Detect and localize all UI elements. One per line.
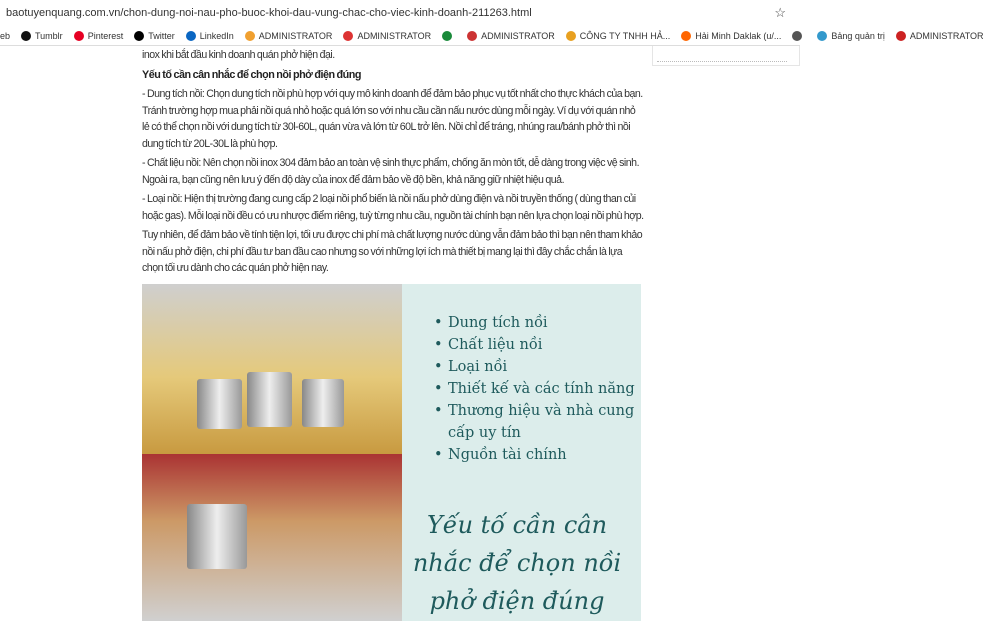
address-bar[interactable] <box>0 0 800 26</box>
bookmark-item[interactable] <box>343 31 431 41</box>
bookmark-label: ADMINISTRATOR <box>357 30 432 41</box>
bookmark-favicon-icon <box>186 31 196 41</box>
list-item: • Dung tích nồi <box>434 312 641 334</box>
factor-list <box>434 312 641 466</box>
bookmark-label: Hải Minh Daklak (u/... <box>695 30 782 41</box>
bookmark-favicon-icon <box>245 31 255 41</box>
bookmark-item[interactable] <box>817 31 885 41</box>
bookmark-item[interactable] <box>442 31 456 41</box>
bookmark-label: ADMINISTRATOR <box>258 30 333 41</box>
bookmark-favicon-icon <box>566 31 576 41</box>
url-text: baotuyenquang.com.vn/chon-dung-noi-nau-pho-buoc-khoi-dau-vung-chac-cho-viec-kinh-doanh-211263.html <box>6 7 532 19</box>
bookmark-favicon-icon <box>21 31 31 41</box>
intro-tail: inox khi bắt đầu kinh doanh quán phở hiện đại. <box>142 49 335 61</box>
image-title: Yếu tố cần cân nhắc để chọn nồi phở điện đúng <box>412 511 622 615</box>
section-heading: Yếu tố cần cân nhắc để chọn nồi phở điện đúng <box>142 68 361 81</box>
bookmark-label: Pinterest <box>87 30 124 41</box>
list-item: • Thương hiệu và nhà cung cấp uy tín <box>434 400 641 444</box>
bookmark-label: ADMINISTRATOR <box>481 30 555 41</box>
list-item: • Chất liệu nồi <box>434 334 641 356</box>
list-item: • Thiết kế và các tính năng <box>434 378 641 400</box>
paragraph: - Dung tích nồi: Chọn dung tích nồi phù hợp với quy mô kinh doanh để đảm bảo phục vụ tốt nhất cho thực khách của bạn. Tránh trường hợp mua phải nồi quá nhỏ hoặc quá lớn so với nhu cầu cần nấu nước dùng mỗi ngày. Ví dụ với quán nhỏ lẻ có thể chọn nồi với dung tích từ 30l-60L, quán vừa và lớn từ 60L trở lên. Nồi chỉ để tráng, nhúng rau/bánh phở thì nồi dung tích từ 20L-30L là phù hợp. <box>142 88 643 150</box>
list-item: • Loại nồi <box>434 356 641 378</box>
bookmark-item[interactable] <box>0 31 10 41</box>
pot-photo <box>142 454 402 621</box>
bookmark-label: Bảng quản trị <box>831 30 885 41</box>
bookmark-item[interactable] <box>566 31 671 41</box>
bookmarks-bar <box>0 26 984 46</box>
bookmark-favicon-icon <box>817 31 827 41</box>
bookmark-label: Tumblr <box>35 30 63 41</box>
pots-photo <box>142 284 402 454</box>
sidebar-widget <box>652 46 800 66</box>
article-body <box>142 47 644 280</box>
bookmark-favicon-icon <box>467 31 477 41</box>
bookmark-item[interactable] <box>467 31 555 41</box>
paragraph: - Loại nồi: Hiện thị trường đang cung cấp 2 loại nồi phổ biến là nồi nấu phở dùng điện và nồi truyền thống ( dùng than củi hoặc gas). Mỗi loại nồi đều có ưu nhược điểm riêng, tuỳ từng nhu cầu, nguồn tài chính bạn nên lựa chọn loại nồi phù hợp. <box>142 193 644 222</box>
bookmark-item[interactable] <box>186 31 234 41</box>
bookmark-favicon-icon <box>442 31 452 41</box>
bookmark-item[interactable] <box>134 31 175 41</box>
bookmark-favicon-icon <box>681 31 691 41</box>
bookmark-favicon-icon <box>134 31 144 41</box>
bookmark-label: eb <box>0 30 11 41</box>
bookmark-favicon-icon <box>792 31 802 41</box>
bookmark-item[interactable] <box>245 31 333 41</box>
bookmark-star-icon[interactable]: ☆ <box>774 5 786 20</box>
bookmark-item[interactable] <box>74 31 124 41</box>
bookmark-item[interactable] <box>21 31 63 41</box>
bookmark-label: Twitter <box>148 30 175 41</box>
list-item: • Nguồn tài chính <box>434 444 641 466</box>
bookmark-item[interactable] <box>896 31 984 41</box>
bookmark-item[interactable] <box>681 31 781 41</box>
bookmark-label: LinkedIn <box>199 30 234 41</box>
paragraph: - Chất liệu nồi: Nên chọn nồi inox 304 đảm bảo an toàn vệ sinh thực phẩm, chống ăn mòn tốt, dễ dàng trong việc vệ sinh. Ngoài ra, bạn cũng nên lưu ý đến độ dày của inox để đảm bảo về độ bền, khả năng giữ nhiệt hiệu quả. <box>142 157 640 186</box>
bookmark-favicon-icon <box>896 31 906 41</box>
paragraph: Tuy nhiên, để đảm bảo về tính tiện lợi, tối ưu được chi phí mà chất lượng nước dùng vẫn đảm bảo thì bạn nên tham khảo nồi nấu phở điện, chi phí đầu tư ban đầu cao nhưng so với những lợi ích mà thiết bị mang lại thì đây chắc chắn là lựa chọn tối ưu dành cho các quán phở hiện nay. <box>142 229 643 274</box>
bookmark-favicon-icon <box>74 31 84 41</box>
bookmark-item[interactable] <box>792 31 806 41</box>
bookmark-label: ADMINISTRATOR <box>909 30 984 41</box>
bookmark-favicon-icon <box>343 31 353 41</box>
bookmark-label: CÔNG TY TNHH HẢ... <box>579 30 671 41</box>
article-image <box>142 284 641 621</box>
